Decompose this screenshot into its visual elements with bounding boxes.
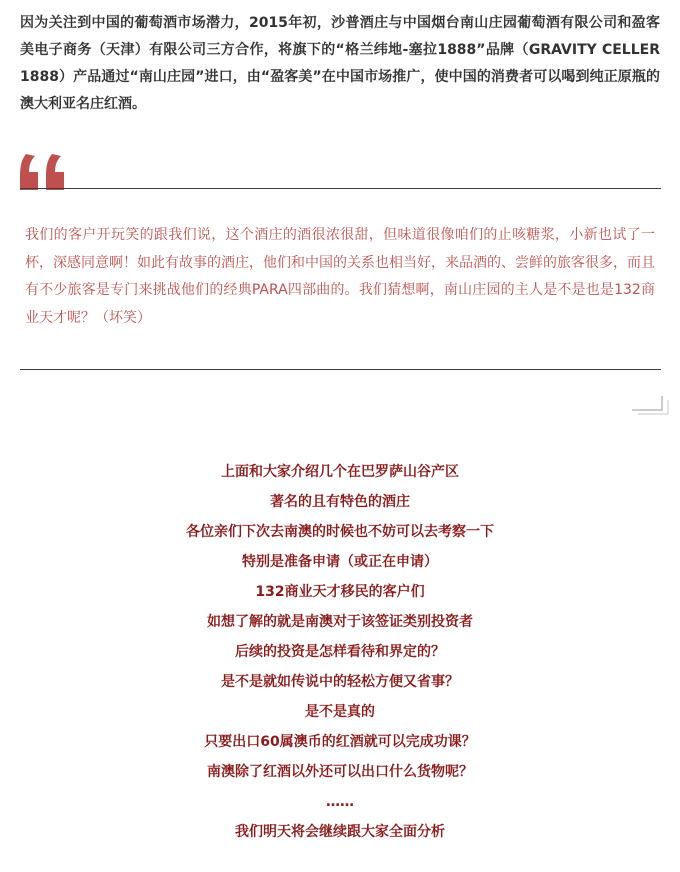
- intro-paragraph: 因为关注到中国的葡萄酒市场潜力，2015年初，沙普酒庄与中国烟台南山庄园葡萄酒有限公司和盈客美电子商务（天津）有限公司三方合作，将旗下的“格兰纬地-塞拉1888”品牌（GRAVITY CELLER 1888）产品通过“南山庄园”进口，由“盈客美”在中国市场推广，使中国的消费者可以喝到纯正原瓶的澳大利亚名庄红酒。: [20, 15, 660, 112]
- closing-line: 各位亲们下次去南澳的时候也不妨可以去考察一下: [186, 524, 494, 540]
- closing-line: 特别是准备申请（或正在申请）: [242, 554, 438, 570]
- closing-line: 南澳除了红酒以外还可以出口什么货物呢？: [207, 764, 473, 780]
- closing-line: 只要出口60属澳币的红酒就可以完成功课？: [204, 734, 476, 750]
- closing-line: ……: [326, 794, 354, 810]
- closing-line: 是不是真的: [305, 704, 375, 720]
- corner-bracket-icon: [632, 394, 674, 416]
- closing-line: 著名的且有特色的酒庄: [270, 494, 410, 510]
- quote-top-divider: [20, 188, 661, 189]
- closing-line: 后续的投资是怎样看待和界定的？: [235, 644, 445, 660]
- closing-line: 是不是就如传说中的轻松方便又省事？: [221, 674, 459, 690]
- closing-line: 132商业天才移民的客户们: [255, 584, 425, 600]
- closing-line: 上面和大家介绍几个在巴罗萨山谷产区: [221, 464, 459, 480]
- quote-bottom-divider: [20, 369, 661, 370]
- quote-text: 我们的客户开玩笑的跟我们说，这个酒庄的酒很浓很甜，但味道很像咱们的止咳糖浆，小新也试了一杯，深感同意啊！如此有故事的酒庄，他们和中国的关系也相当好，来品酒的、尝鲜的旅客很多，而且有不少旅客是专门来挑战他们的经典PARA四部曲的。我们猜想啊，南山庄园的主人是不是也是132商业天才呢？（坏笑）: [25, 227, 655, 326]
- closing-line: 我们明天将会继续跟大家全面分析: [235, 824, 445, 840]
- closing-line: 如想了解的就是南澳对于该签证类别投资者: [207, 614, 473, 630]
- closing-lines: [0, 462, 680, 852]
